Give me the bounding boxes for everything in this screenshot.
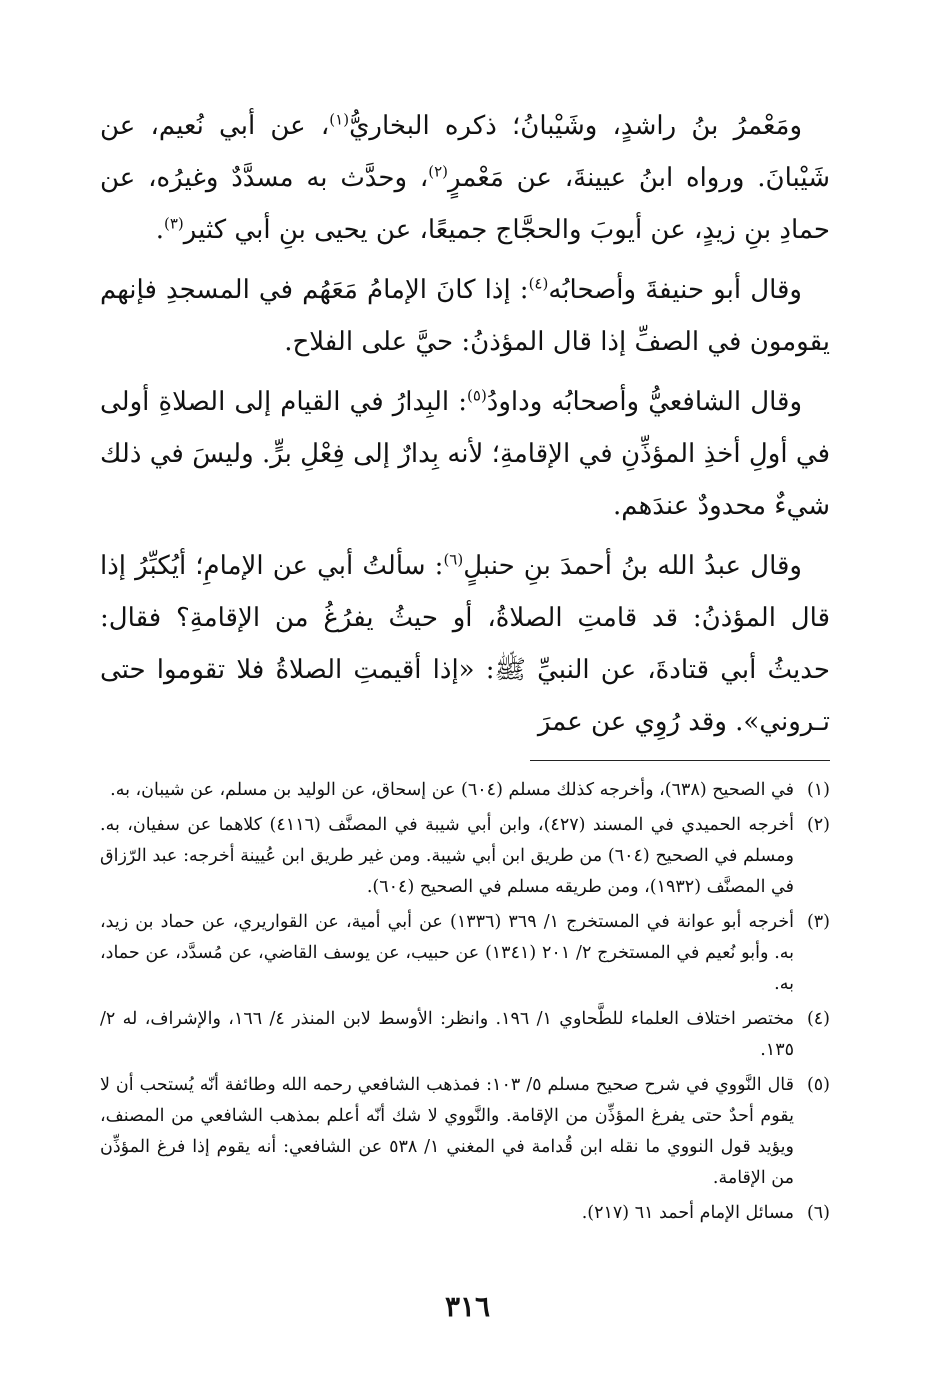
footnote-text: مسائل الإمام أحمد ٦١ (٢١٧).: [581, 1203, 794, 1223]
paragraph-text: ومَعْمرُ بنُ راشدٍ، وشَيْبانُ؛ ذكره البخاريُّ: [349, 111, 802, 141]
footnote-reference: (٥): [467, 386, 487, 405]
footnote: [100, 1004, 830, 1066]
footnote-number: (٣): [806, 912, 830, 932]
footnote: [100, 1070, 830, 1194]
paragraph: [100, 376, 830, 532]
footnotes: [100, 775, 830, 1229]
footnote-text: قال النَّووي في شرح صحيح مسلم ٥/ ١٠٣: فمذهب الشافعي رحمه الله وطائفة أنّه يُستحب أن لا يقوم أحدٌ حتى يفرغ المؤذِّن من الإقامة. والنَّووي لا شك أنّه أعلم بمذهب الشافعي من المصنف، ويؤيد قول النووي ما نقله ابن قُدامة في المغني ١/ ٥٣٨ عن الشافعي: أنه يقوم إذا فرغ المؤذِّن من الإقامة.: [100, 1075, 794, 1188]
paragraph-text: ، عن أبي نُعيم، عن شَيْبانَ. ورواه ابنُ عيينةَ، عن مَعْمرٍ: [100, 111, 830, 193]
paragraph: [100, 540, 830, 748]
footnote-text: في الصحيح (٦٣٨)، وأخرجه كذلك مسلم (٦٠٤) عن إسحاق، عن الوليد بن مسلم، عن شيبان، به.: [110, 780, 794, 800]
paragraph-text: وقال أبو حنيفةَ وأصحابُه: [548, 275, 802, 305]
footnote-reference: (٣): [163, 214, 184, 233]
footnote-reference: (٦): [443, 550, 464, 569]
paragraph-text: : البِدارُ في القيام إلى الصلاةِ أولى في أولِ أخذِ المؤذِّنِ في الإقامةِ؛ لأنه بِدارٌ إلى فِعْلِ برٍّ. وليسَ في ذلك شيءٌ محدودٌ عندَهم.: [100, 387, 830, 521]
footnote-number: (٦): [806, 1203, 830, 1223]
footnote: [100, 810, 830, 903]
footnote-text: أخرجه أبو عوانة في المستخرج ١/ ٣٦٩ (١٣٣٦) عن أبي أمية، عن القواريري، عن حماد بن زيد، به. وأبو نُعيم في المستخرج ٢/ ٢٠١ (١٣٤١) عن حبيب، عن يوسف القاضي، عن مُسدَّد، عن حماد، به.: [100, 912, 795, 994]
footnote-text: مختصر اختلاف العلماء للطَّحاوي ١/ ١٩٦. وانظر: الأوسط لابن المنذر ٤/ ١٦٦، والإشراف، له ٢/ ١٣٥.: [100, 1009, 794, 1060]
footnote: [100, 907, 830, 1000]
footnote-separator: [530, 760, 830, 761]
footnote-reference: (١): [329, 110, 350, 129]
footnote-number: (١): [806, 780, 830, 800]
footnote-number: (٢): [806, 815, 830, 835]
paragraph-text: : سألتُ أبي عن الإمامِ؛ أيُكبِّرُ إذا قال المؤذنُ: قد قامتِ الصلاةُ، أو حيثُ يفرُغُ من الإقامةِ؟ فقال: حديثُ أبي قتادةَ، عن النبيِّ ﷺ: «إذا أقيمتِ الصلاةُ فلا تقوموا حتى تـروني». وقد رُوِي عن عمرَ: [100, 551, 830, 737]
paragraph-text: وقال عبدُ الله بنُ أحمدَ بنِ حنبلٍ: [463, 551, 802, 581]
footnote-text: أخرجه الحميدي في المسند (٤٢٧)، وابن أبي شيبة في المصنَّف (٤١١٦) كلاهما عن سفيان، به. ومسلم في الصحيح (٦٠٤) من طريق ابن أبي شيبة. ومن غير طريق ابن عُيينة أخرجه: عبد الرّزاق في المصنَّف (١٩٣٢)، ومن طريقه مسلم في الصحيح (٦٠٤).: [100, 815, 794, 897]
page-number: ٣١٦: [444, 1290, 491, 1323]
footnote-reference: (٤): [528, 274, 549, 293]
footnote: [100, 1198, 830, 1229]
footnote: [100, 775, 830, 806]
paragraph-text: ، وحدَّث به مسدَّدٌ وغيرُه، عن حمادِ بنِ زيدٍ، عن أيوبَ والحجَّاج جميعًا، عن يحيى بنِ أبي كثير: [100, 163, 830, 245]
page-content: [100, 100, 830, 1233]
main-text: [100, 100, 830, 748]
footnote-reference: (٢): [428, 162, 449, 181]
footnote-number: (٥): [806, 1075, 830, 1095]
paragraph: [100, 100, 830, 256]
paragraph-text: وقال الشافعيُّ وأصحابُه وداودُ: [486, 387, 802, 417]
paragraph-text: .: [155, 215, 164, 245]
paragraph: [100, 264, 830, 368]
paragraph-text: : إذا كانَ الإمامُ مَعَهُم في المسجدِ فإنهم يقومون في الصفِّ إذا قال المؤذنُ: حيَّ على الفلاح.: [100, 275, 830, 357]
footnote-number: (٤): [806, 1009, 830, 1029]
